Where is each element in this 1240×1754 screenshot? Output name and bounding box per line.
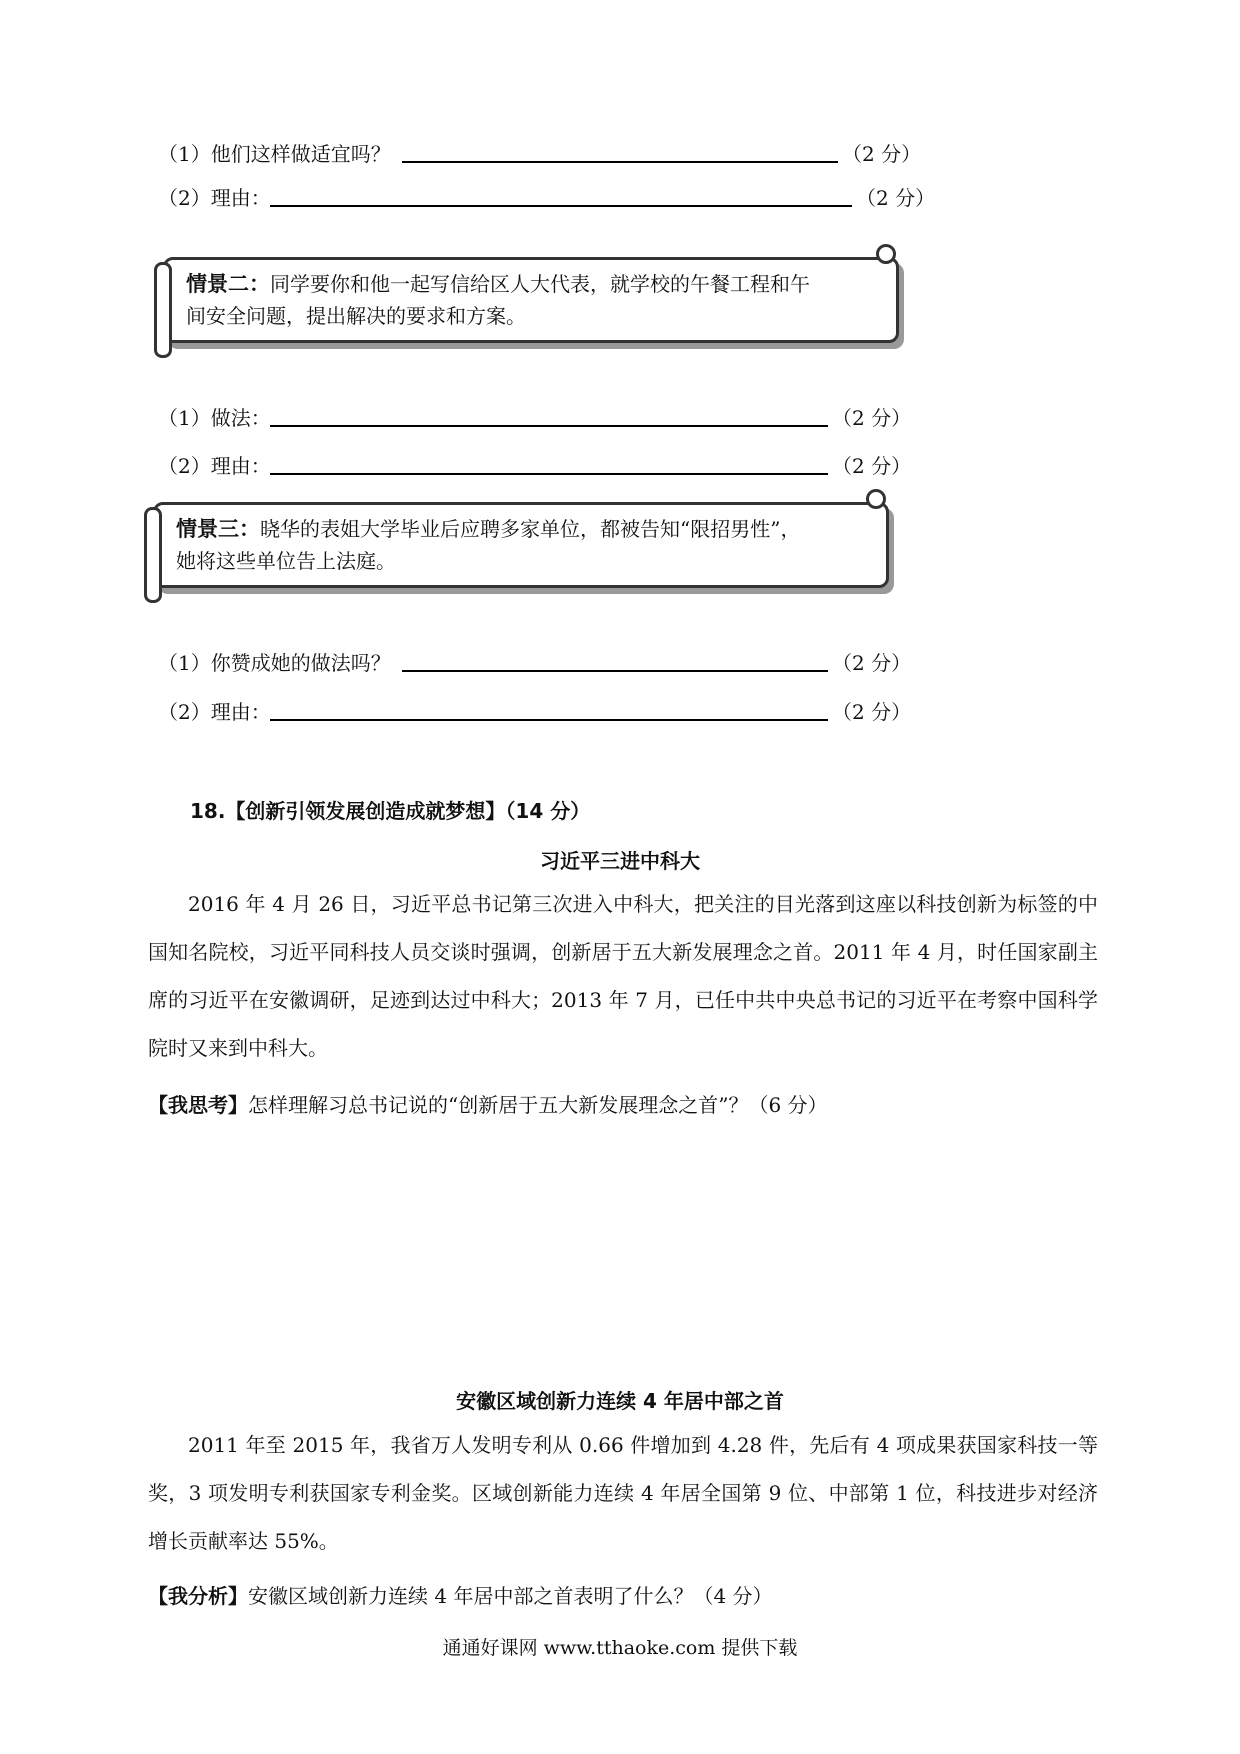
scene3-q2-answer-line[interactable] xyxy=(270,697,828,721)
scene3-label: 情景三： xyxy=(176,517,260,541)
think-text: 怎样理解习总书记说的“创新居于五大新发展理念之首”？（6 分） xyxy=(248,1093,828,1117)
scene1-q1-prompt: （1）他们这样做适宜吗？ xyxy=(158,142,391,166)
scene2-label: 情景二： xyxy=(186,272,270,296)
scene2-scroll-curl-right xyxy=(876,244,896,264)
scene1-q1-answer-line[interactable] xyxy=(402,139,838,163)
scene3-q2-score: （2 分） xyxy=(832,700,912,724)
scene3-scroll-curl-left xyxy=(144,507,162,603)
scene2-text-line1: 同学要你和他一起写信给区人大代表，就学校的午餐工程和午 xyxy=(270,272,810,296)
scene2-q1-answer-line[interactable] xyxy=(270,403,828,427)
footer-source: 通通好课网 www.tthaoke.com 提供下载 xyxy=(442,1637,798,1659)
article1-text: 2016 年 4 月 26 日，习近平总书记第三次进入中科大，把关注的目光落到这座以科技创新为标签的中国知名院校，习近平同科技人员交谈时强调，创新居于五大新发展理念之首。2011 年 4 月，时任国家副主席的习近平在安徽调研，足迹到达过中科大；2013 年 7 月，已任中共中央总书记的习近平在考察中国科学院时又来到中科大。 xyxy=(148,892,1098,1060)
scene1-q1-score: （2 分） xyxy=(842,142,922,166)
scene3-q1-score: （2 分） xyxy=(832,651,912,675)
scene1-q2-prompt: （2）理由： xyxy=(158,186,271,210)
article1-title: 习近平三进中科大 xyxy=(540,849,700,873)
scene2-scroll-curl-left xyxy=(154,262,172,358)
scene2-q1-score: （2 分） xyxy=(832,406,912,430)
scene3-scroll-curl-right xyxy=(866,489,886,509)
analyze-prompt xyxy=(148,1580,773,1609)
analyze-label: 【我分析】 xyxy=(148,1584,248,1608)
scene3-text-line1: 晓华的表姐大学毕业后应聘多家单位，都被告知“限招男性”， xyxy=(260,517,801,541)
article2-paragraph xyxy=(148,1421,1098,1565)
scene3-text xyxy=(176,513,876,577)
q18-heading: 18.【创新引领发展创造成就梦想】（14 分） xyxy=(190,799,591,823)
scene3-q1-prompt: （1）你赞成她的做法吗？ xyxy=(158,651,391,675)
article1-paragraph xyxy=(148,880,1098,1072)
scene2-text xyxy=(186,268,886,332)
article2-title: 安徽区域创新力连续 4 年居中部之首 xyxy=(456,1389,784,1413)
scene2-q1-prompt: （1）做法： xyxy=(158,406,271,430)
scene2-q2-prompt: （2）理由： xyxy=(158,454,271,478)
scene3-text-line2: 她将这些单位告上法庭。 xyxy=(176,549,396,573)
scene1-q2-answer-line[interactable] xyxy=(270,183,852,207)
scene2-q2-score: （2 分） xyxy=(832,454,912,478)
scene2-text-line2: 间安全问题，提出解决的要求和方案。 xyxy=(186,304,526,328)
scene3-q2-prompt: （2）理由： xyxy=(158,700,271,724)
scene1-q2-score: （2 分） xyxy=(856,186,936,210)
scene2-q2-answer-line[interactable] xyxy=(270,451,828,475)
analyze-text: 安徽区域创新力连续 4 年居中部之首表明了什么？（4 分） xyxy=(248,1584,773,1608)
article2-text: 2011 年至 2015 年，我省万人发明专利从 0.66 件增加到 4.28 件，先后有 4 项成果获国家科技一等奖，3 项发明专利获国家专利金奖。区域创新能力连续 4 年居全国第 9 位、中部第 1 位，科技进步对经济增长贡献率达 55%。 xyxy=(148,1433,1098,1553)
think-prompt xyxy=(148,1089,828,1118)
think-label: 【我思考】 xyxy=(148,1093,248,1117)
think-answer-area[interactable] xyxy=(148,1130,1098,1360)
scene3-q1-answer-line[interactable] xyxy=(402,648,828,672)
